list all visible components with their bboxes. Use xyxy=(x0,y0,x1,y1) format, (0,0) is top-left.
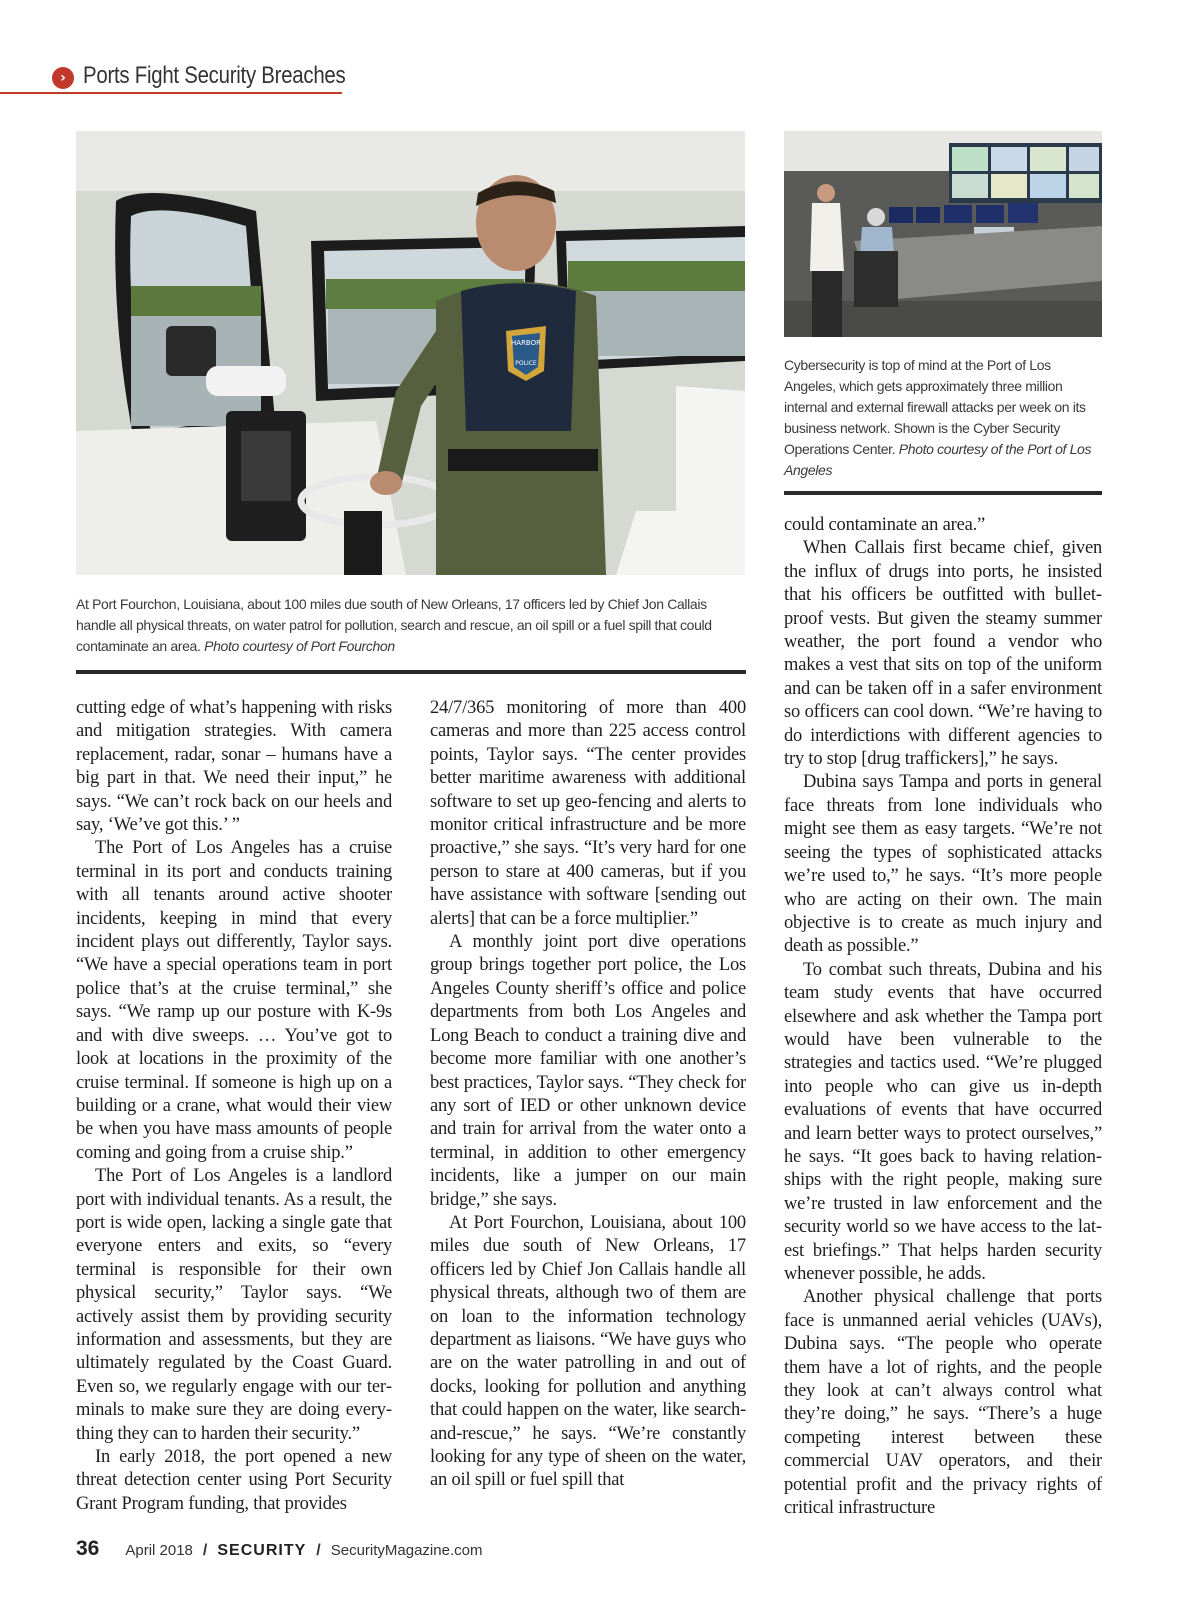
badge-text-top: HARBOR xyxy=(511,339,541,347)
footer-separator: / xyxy=(202,1542,208,1559)
paragraph: In early 2018, the port opened a new threat detection center using Port Security Grant Program funding, that provides xyxy=(76,1447,392,1514)
page-footer xyxy=(76,1537,482,1567)
body-column-3 xyxy=(784,514,1102,1520)
badge-text-bottom: POLICE xyxy=(515,360,537,367)
photo-cyber-security-center xyxy=(784,131,1102,337)
paragraph: Another physical challenge that ports face is unmanned aerial vehicles (UAVs), Dubina says. “The people who operate them have a lot of rights, and the people they look at can’t always control what they’re doing,” he says. “There’s a huge competing interest between these commercial UAV operators, and their potential profit and the privacy rights of critical infrastructure xyxy=(784,1287,1102,1519)
body-column-1 xyxy=(76,697,392,1516)
section-title: Ports Fight Security Breaches xyxy=(83,62,346,89)
paragraph: A monthly joint port dive operations group brings together port police, the Los Angeles County sheriff’s office and police departments from both Los Angeles and Long Beach to conduct a training dive and become more familiar with one another’s best practices, Taylor says. “They check for any sort of IED or other unknown device and train for arrival from the water onto a terminal, in addition to other emergency incidents, like a jumper on our main bridge,” she says. xyxy=(430,932,746,1210)
main-photo-caption xyxy=(76,594,748,657)
paragraph: At Port Fourchon, Louisiana, about 100 miles due south of New Orleans, 17 officers led by Chief Jon Callais handle all physical threats, although two of them are on loan to the information technology department as liaisons. “We have guys who are on the water patrolling in and out of docks, looking for pollution and anything that could happen on the water, like search-and-rescue,” he says. “We’re constantly looking for any type of sheen on the water, an oil spill or fuel spill that xyxy=(430,1212,746,1491)
paragraph: could contaminate an area.” xyxy=(784,515,986,535)
paragraph: cutting edge of what’s happening with risks and mitigation strategies. With camera replacement, radar, sonar – humans have a big part in that. We need their input,” he says. “We can’t rock back on our heels and say, ‘We’ve got this.’ ” xyxy=(76,698,392,836)
body-column-2 xyxy=(430,697,746,1493)
photo-harbor-police-boat xyxy=(76,131,745,575)
side-caption-credit: Photo courtesy of the Port of Los Angeles xyxy=(784,441,1092,478)
paragraph: The Port of Los Angeles has a cruise terminal in its port and conducts training with all tenants around active shooter incidents, keeping in mind that every incident plays out differently, Taylor says. “We have a special operations team in port police that’s at the cruise terminal,” she says. “We ramp up our posture with K-9s and with dive sweeps. … You’ve got to look at locations in the proximity of the cruise terminal. If someone is high up on a building or a crane, what would their view be when you have mass amounts of people coming and going from a cruise ship.” xyxy=(76,838,392,1163)
side-photo-caption xyxy=(784,355,1104,481)
boat-helm-illustration xyxy=(76,131,745,575)
chevron-right-icon: › xyxy=(52,67,74,89)
paragraph: To combat such threats, Dubina and his team study events that have occurred elsewhere and ask whether the Tampa port would have been vulnerable to the strategies and tactics used. “We’re plugged into people who can give us in-depth evaluations of events that have occurred and learn better ways to protect ourselves,” he says. “It goes back to having relationships with the right people, making sure we’re trusted in law enforcement and the security world so we have access to the latest briefings.” That helps harden security whenever possible, he adds. xyxy=(784,959,1102,1284)
page-number: 36 xyxy=(76,1537,100,1560)
issue-date: April 2018 xyxy=(125,1542,193,1559)
paragraph: 24/7/365 monitoring of more than 400 cameras and more than 225 access control points, Taylor says. “The center provides better maritime awareness with additional software to set up geo-fencing and alerts to monitor critical infrastructure and be more proactive,” she says. “It’s very hard for one person to stare at 400 cameras, but if you have assistance with software [sending out alerts] that can be a force multiplier.” xyxy=(430,698,746,929)
website-link[interactable]: SecurityMagazine.com xyxy=(330,1542,483,1559)
footer-separator: / xyxy=(316,1542,321,1559)
side-caption-rule xyxy=(784,491,1102,495)
side-caption-text: Cybersecurity is top of mind at the Port of Los Angeles, which gets approximately three million internal and external firewall attacks per week on its business network. Shown is the Cyber Security Operations Center. xyxy=(784,357,1086,457)
paragraph: Dubina says Tampa and ports in general face threats from lone individuals who might see them as easy targets. “We’re not seeing the types of sophisticated attacks we’re used to,” he says. “It’s more people who are acting on their own. The main objective is to create as much injury and death as possible.” xyxy=(784,772,1102,957)
paragraph: The Port of Los Angeles is a landlord port with individual tenants. As a result, the port is wide open, lacking a single gate that everyone enters and exits, so “every terminal is responsible for their own physical security,” Taylor says. “We actively assist them by providing security information and assessments, but they are ultimately regulated by the Coast Guard. Even so, we regularly engage with our terminals to make sure they are doing everything they can to harden their security.” xyxy=(76,1166,392,1444)
ops-center-illustration xyxy=(784,131,1102,337)
main-caption-text: At Port Fourchon, Louisiana, about 100 miles due south of New Orleans, 17 officers led by Chief Jon Callais handle all physical threats, on water patrol for pollution, search and rescue, an oil spill or a fuel spill that could contaminate an area. xyxy=(76,596,712,654)
header-rule xyxy=(0,92,342,94)
magazine-name: SECURITY xyxy=(217,1542,307,1559)
main-caption-credit: Photo courtesy of Port Fourchon xyxy=(204,638,395,654)
main-caption-rule xyxy=(76,670,746,674)
paragraph: When Callais first became chief, given the influx of drugs into ports, he insisted that his officers be outfitted with bulletproof vests. But given the steamy summer weather, the port found a vendor who makes a vest that sits on top of the uniform and can be taken off in a safer environment so officers can cool down. “We’re having to do interdictions with different agencies to try to stop [drug traffickers],” he says. xyxy=(784,538,1102,770)
